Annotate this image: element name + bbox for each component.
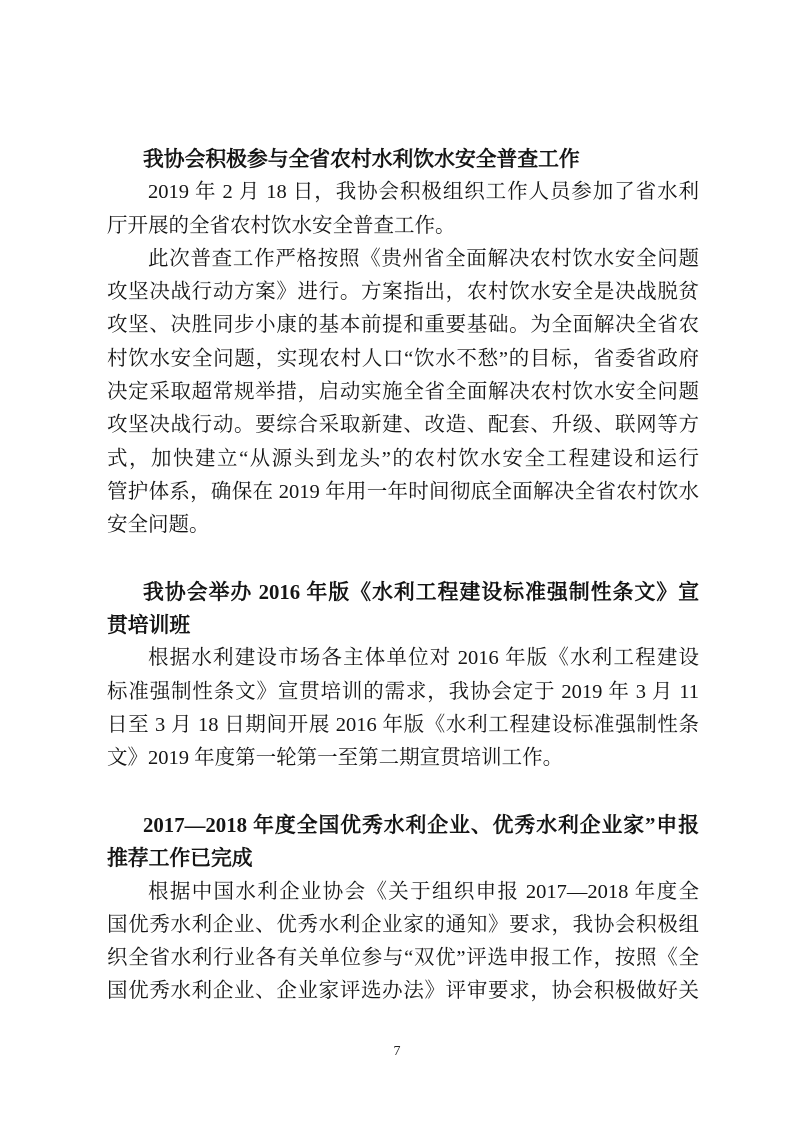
heading-line: 我协会举办 2016 年版《水利工程建设标准强制性条文》宣 <box>143 580 699 604</box>
paragraph <box>107 876 699 1009</box>
text-line: 文》2019 年度第一轮第一至第二期宣贯培训工作。 <box>107 747 564 770</box>
text-line: 攻坚、决胜同步小康的基本前提和重要基础。为全面解决全省农 <box>107 314 699 337</box>
article-section <box>107 143 699 543</box>
paragraph <box>107 176 699 243</box>
text-line: 厅开展的全省农村饮水安全普查工作。 <box>107 214 456 237</box>
article-heading <box>107 143 699 176</box>
document-body <box>107 143 699 1009</box>
text-line: 国优秀水利企业、企业家评选办法》评审要求，协会积极做好关 <box>107 980 699 1003</box>
heading-line: 我协会积极参与全省农村水利饮水安全普查工作 <box>143 148 580 171</box>
text-line: 村饮水安全问题，实现农村人口“饮水不愁”的目标，省委省政府 <box>107 347 699 370</box>
heading-line: 贯培训班 <box>107 614 191 638</box>
article-section <box>107 576 699 776</box>
page-number: 7 <box>393 1044 401 1059</box>
paragraph <box>107 642 699 775</box>
text-line: 此次普查工作严格按照《贵州省全面解决农村饮水安全问题 <box>148 247 699 270</box>
heading-line: 2017—2018 年度全国优秀水利企业、优秀水利企业家”申报 <box>143 813 699 837</box>
article-section <box>107 809 699 1009</box>
text-line: 根据中国水利企业协会《关于组织申报 2017—2018 年度全 <box>148 880 699 903</box>
text-line: 国优秀水利企业、优秀水利企业家的通知》要求，我协会积极组 <box>107 913 699 936</box>
text-line: 决定采取超常规举措，启动实施全省全面解决农村饮水安全问题 <box>107 381 699 404</box>
text-line: 式，加快建立“从源头到龙头”的农村饮水安全工程建设和运行 <box>107 447 699 470</box>
text-line: 日至 3 月 18 日期间开展 2016 年版《水利工程建设标准强制性条 <box>107 714 699 737</box>
heading-line: 推荐工作已完成 <box>107 847 253 871</box>
text-line: 根据水利建设市场各主体单位对 2016 年版《水利工程建设 <box>148 647 699 670</box>
text-line: 织全省水利行业各有关单位参与“双优”评选申报工作，按照《全 <box>107 947 699 970</box>
text-line: 安全问题。 <box>107 514 210 537</box>
text-line: 攻坚决战行动。要综合采取新建、改造、配套、升级、联网等方 <box>107 414 699 437</box>
text-line: 管护体系，确保在 2019 年用一年时间彻底全面解决全省农村饮水 <box>107 480 699 503</box>
text-line: 标准强制性条文》宣贯培训的需求，我协会定于 2019 年 3 月 11 <box>107 680 699 703</box>
article-heading <box>107 809 699 876</box>
article-heading <box>107 576 699 643</box>
paragraph <box>107 243 699 543</box>
text-line: 攻坚决战行动方案》进行。方案指出，农村饮水安全是决战脱贫 <box>107 281 699 304</box>
text-line: 2019 年 2 月 18 日，我协会积极组织工作人员参加了省水利 <box>148 181 699 204</box>
